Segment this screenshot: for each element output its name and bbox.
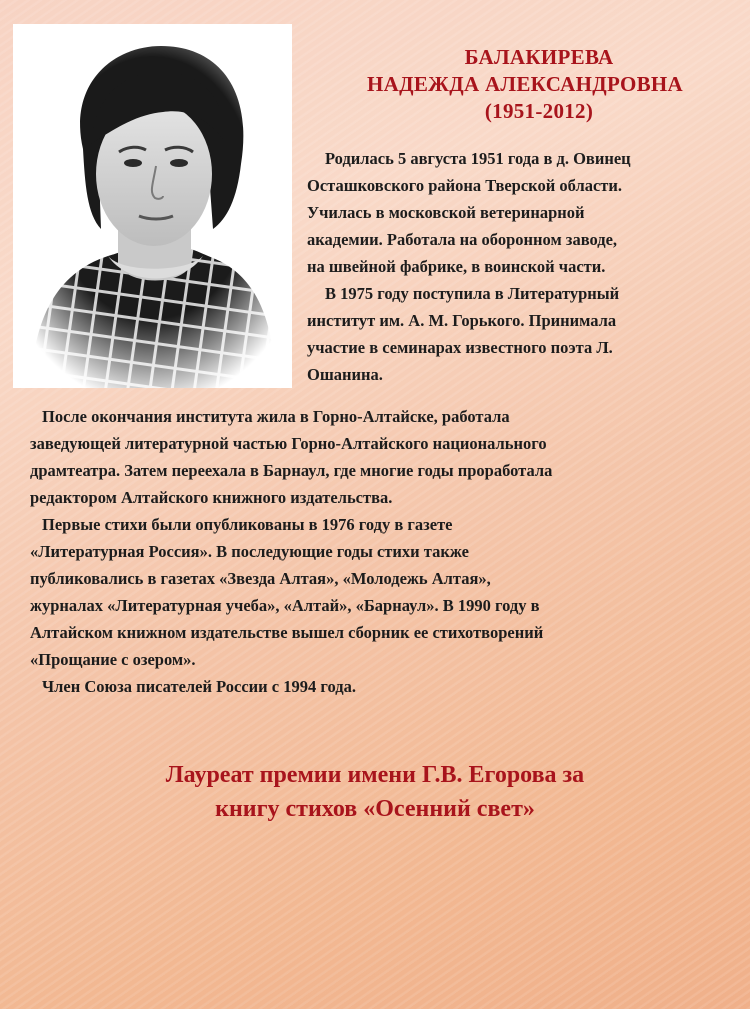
bio-line: Училась в московской ветеринарной: [307, 203, 585, 222]
life-years: (1951-2012): [484, 99, 594, 123]
bio-line: заведующей литературной частью Горно-Алтайского национального: [30, 434, 547, 453]
bio-line: Осташковского района Тверской области.: [307, 176, 623, 195]
bio-line: Член Союза писателей России с 1994 года.: [42, 677, 356, 696]
bio-line: «Прощание с озером».: [30, 650, 196, 669]
bio-line: Алтайском книжном издательстве вышел сборник ее стихотворений: [30, 623, 544, 642]
bio-line: драмтеатра. Затем переехала в Барнаул, где многие годы проработала: [30, 461, 553, 480]
bio-line: «Литературная Россия». В последующие годы стихи также: [30, 542, 469, 561]
bio-line: журналах «Литературная учеба», «Алтай», «Барнаул». В 1990 году в: [30, 596, 540, 615]
biography-top: [307, 145, 732, 388]
bio-line: публиковались в газетах «Звезда Алтая», «Молодежь Алтая»,: [30, 569, 491, 588]
given-names: НАДЕЖДА АЛЕКСАНДРОВНА: [366, 72, 684, 96]
bio-line: В 1975 году поступила в Литературный: [325, 284, 620, 303]
award-line: Лауреат премии имени Г.В. Егорова за: [165, 762, 585, 788]
surname: БАЛАКИРЕВА: [464, 45, 614, 69]
bio-line: Ошанина.: [307, 365, 383, 384]
bio-line: Родилась 5 августа 1951 года в д. Овинец: [325, 149, 631, 168]
award-line: книгу стихов «Осенний свет»: [215, 796, 535, 822]
bio-line: институт им. А. М. Горького. Принимала: [307, 311, 617, 330]
bio-line: редактором Алтайского книжного издательства.: [30, 488, 393, 507]
portrait-photo: [13, 24, 292, 388]
biography-bottom: [30, 403, 730, 700]
bio-line: участие в семинарах известного поэта Л.: [307, 338, 613, 357]
bio-line: После окончания института жила в Горно-Алтайске, работала: [42, 407, 510, 426]
bio-line: Первые стихи были опубликованы в 1976 году в газете: [42, 515, 453, 534]
person-heading: [305, 44, 745, 125]
bio-line: на швейной фабрике, в воинской части.: [307, 257, 606, 276]
bio-line: академии. Работала на оборонном заводе,: [307, 230, 618, 249]
award-note: [0, 758, 750, 826]
